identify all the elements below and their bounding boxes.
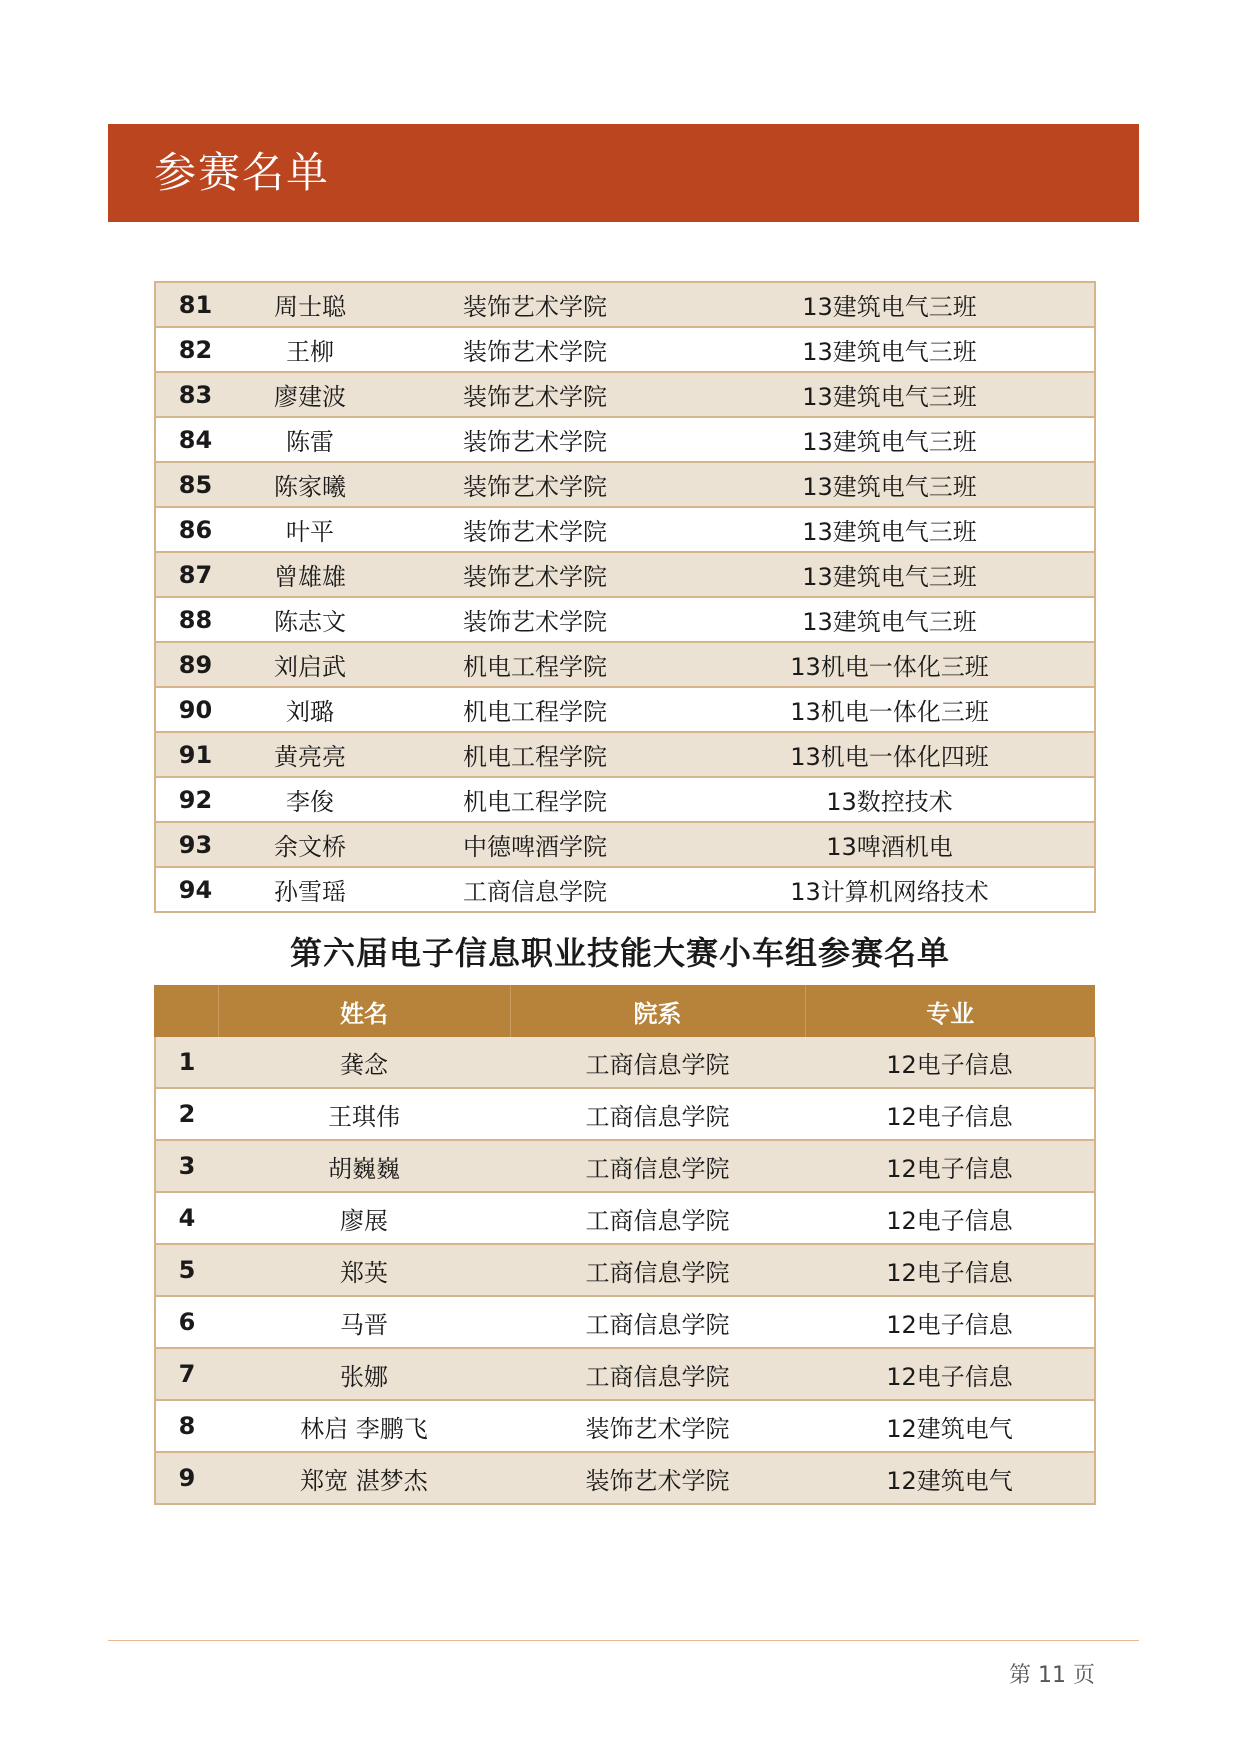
cell-index: 81 [155, 282, 235, 327]
column-header-major: 专业 [805, 985, 1095, 1037]
cell-name: 马晋 [218, 1296, 510, 1348]
section-title: 参赛名单 [154, 148, 331, 197]
table-row [155, 372, 1095, 417]
cell-index: 90 [155, 687, 235, 732]
cell-index: 84 [155, 417, 235, 462]
cell-department: 工商信息学院 [510, 1348, 805, 1400]
cell-major: 12电子信息 [805, 1244, 1095, 1296]
cell-major: 13建筑电气三班 [685, 282, 1095, 327]
cell-major: 12电子信息 [805, 1192, 1095, 1244]
cell-index: 91 [155, 732, 235, 777]
cell-major: 13计算机网络技术 [685, 867, 1095, 912]
cell-name: 刘启武 [235, 642, 385, 687]
cell-index: 85 [155, 462, 235, 507]
table-row [155, 1452, 1095, 1504]
cell-department: 中德啤酒学院 [385, 822, 685, 867]
cell-index: 6 [155, 1296, 218, 1348]
cell-department: 机电工程学院 [385, 777, 685, 822]
cell-major: 12电子信息 [805, 1088, 1095, 1140]
table-row [155, 552, 1095, 597]
cell-name: 周士聪 [235, 282, 385, 327]
cell-department: 工商信息学院 [510, 1140, 805, 1192]
cell-department: 装饰艺术学院 [385, 462, 685, 507]
cell-major: 13机电一体化四班 [685, 732, 1095, 777]
cell-index: 3 [155, 1140, 218, 1192]
cell-name: 郑宽 湛梦杰 [218, 1452, 510, 1504]
cell-index: 7 [155, 1348, 218, 1400]
cell-name: 黄亮亮 [235, 732, 385, 777]
cell-name: 王柳 [235, 327, 385, 372]
footer-divider [108, 1640, 1139, 1641]
page-number: 第 11 页 [1009, 1663, 1095, 1688]
cell-name: 陈家曦 [235, 462, 385, 507]
table-row [155, 1348, 1095, 1400]
cell-index: 89 [155, 642, 235, 687]
column-header-name: 姓名 [218, 985, 510, 1037]
cell-major: 13数控技术 [685, 777, 1095, 822]
cell-department: 机电工程学院 [385, 642, 685, 687]
cell-name: 林启 李鹏飞 [218, 1400, 510, 1452]
cell-name: 张娜 [218, 1348, 510, 1400]
cell-name: 陈雷 [235, 417, 385, 462]
cell-major: 13啤酒机电 [685, 822, 1095, 867]
cell-department: 装饰艺术学院 [385, 327, 685, 372]
cell-index: 87 [155, 552, 235, 597]
cell-department: 工商信息学院 [510, 1192, 805, 1244]
participant-table-body [155, 282, 1095, 912]
cell-major: 13建筑电气三班 [685, 597, 1095, 642]
cell-department: 装饰艺术学院 [385, 372, 685, 417]
cell-department: 装饰艺术学院 [385, 552, 685, 597]
car-group-list-title: 第六届电子信息职业技能大赛小车组参赛名单 [289, 934, 950, 972]
table-row [155, 417, 1095, 462]
cell-major: 13建筑电气三班 [685, 372, 1095, 417]
table-row [155, 1192, 1095, 1244]
table-row [155, 1400, 1095, 1452]
table-row [155, 1244, 1095, 1296]
cell-major: 13建筑电气三班 [685, 417, 1095, 462]
column-header-index [155, 985, 218, 1037]
cell-major: 13机电一体化三班 [685, 687, 1095, 732]
table-row [155, 822, 1095, 867]
cell-index: 9 [155, 1452, 218, 1504]
cell-name: 廖建波 [235, 372, 385, 417]
cell-name: 龚念 [218, 1037, 510, 1088]
table-row [155, 1296, 1095, 1348]
cell-department: 装饰艺术学院 [510, 1452, 805, 1504]
cell-index: 82 [155, 327, 235, 372]
table-row [155, 687, 1095, 732]
table-header-row [155, 985, 1095, 1037]
cell-name: 陈志文 [235, 597, 385, 642]
participant-table-continued [154, 281, 1096, 913]
cell-name: 廖展 [218, 1192, 510, 1244]
cell-major: 12电子信息 [805, 1348, 1095, 1400]
table-row [155, 777, 1095, 822]
cell-index: 2 [155, 1088, 218, 1140]
cell-name: 李俊 [235, 777, 385, 822]
cell-index: 83 [155, 372, 235, 417]
cell-major: 12电子信息 [805, 1296, 1095, 1348]
cell-department: 工商信息学院 [510, 1296, 805, 1348]
cell-index: 8 [155, 1400, 218, 1452]
cell-major: 12建筑电气 [805, 1400, 1095, 1452]
cell-department: 装饰艺术学院 [385, 507, 685, 552]
cell-department: 工商信息学院 [510, 1088, 805, 1140]
cell-department: 装饰艺术学院 [385, 597, 685, 642]
cell-name: 胡巍巍 [218, 1140, 510, 1192]
table-row [155, 867, 1095, 912]
cell-name: 郑英 [218, 1244, 510, 1296]
cell-major: 12建筑电气 [805, 1452, 1095, 1504]
cell-index: 94 [155, 867, 235, 912]
cell-index: 86 [155, 507, 235, 552]
cell-name: 余文桥 [235, 822, 385, 867]
cell-index: 4 [155, 1192, 218, 1244]
cell-department: 工商信息学院 [510, 1244, 805, 1296]
cell-major: 12电子信息 [805, 1037, 1095, 1088]
table-row [155, 327, 1095, 372]
cell-name: 刘璐 [235, 687, 385, 732]
cell-major: 13建筑电气三班 [685, 327, 1095, 372]
cell-index: 1 [155, 1037, 218, 1088]
table-row [155, 597, 1095, 642]
table-row [155, 732, 1095, 777]
table-row [155, 1088, 1095, 1140]
cell-name: 叶平 [235, 507, 385, 552]
cell-index: 93 [155, 822, 235, 867]
cell-department: 装饰艺术学院 [385, 417, 685, 462]
cell-department: 装饰艺术学院 [385, 282, 685, 327]
car-group-table-body [155, 1037, 1095, 1504]
table-row [155, 1037, 1095, 1088]
cell-major: 12电子信息 [805, 1140, 1095, 1192]
cell-department: 机电工程学院 [385, 687, 685, 732]
car-group-table [154, 985, 1096, 1505]
cell-index: 92 [155, 777, 235, 822]
cell-major: 13机电一体化三班 [685, 642, 1095, 687]
column-header-department: 院系 [510, 985, 805, 1037]
cell-name: 曾雄雄 [235, 552, 385, 597]
cell-index: 5 [155, 1244, 218, 1296]
cell-major: 13建筑电气三班 [685, 462, 1095, 507]
cell-major: 13建筑电气三班 [685, 507, 1095, 552]
cell-name: 王琪伟 [218, 1088, 510, 1140]
table-row [155, 282, 1095, 327]
cell-name: 孙雪瑶 [235, 867, 385, 912]
section-header-band [108, 124, 1139, 222]
table-row [155, 507, 1095, 552]
table-row [155, 1140, 1095, 1192]
cell-major: 13建筑电气三班 [685, 552, 1095, 597]
cell-department: 装饰艺术学院 [510, 1400, 805, 1452]
table-row [155, 642, 1095, 687]
cell-department: 机电工程学院 [385, 732, 685, 777]
table-row [155, 462, 1095, 507]
cell-department: 工商信息学院 [510, 1037, 805, 1088]
cell-department: 工商信息学院 [385, 867, 685, 912]
cell-index: 88 [155, 597, 235, 642]
